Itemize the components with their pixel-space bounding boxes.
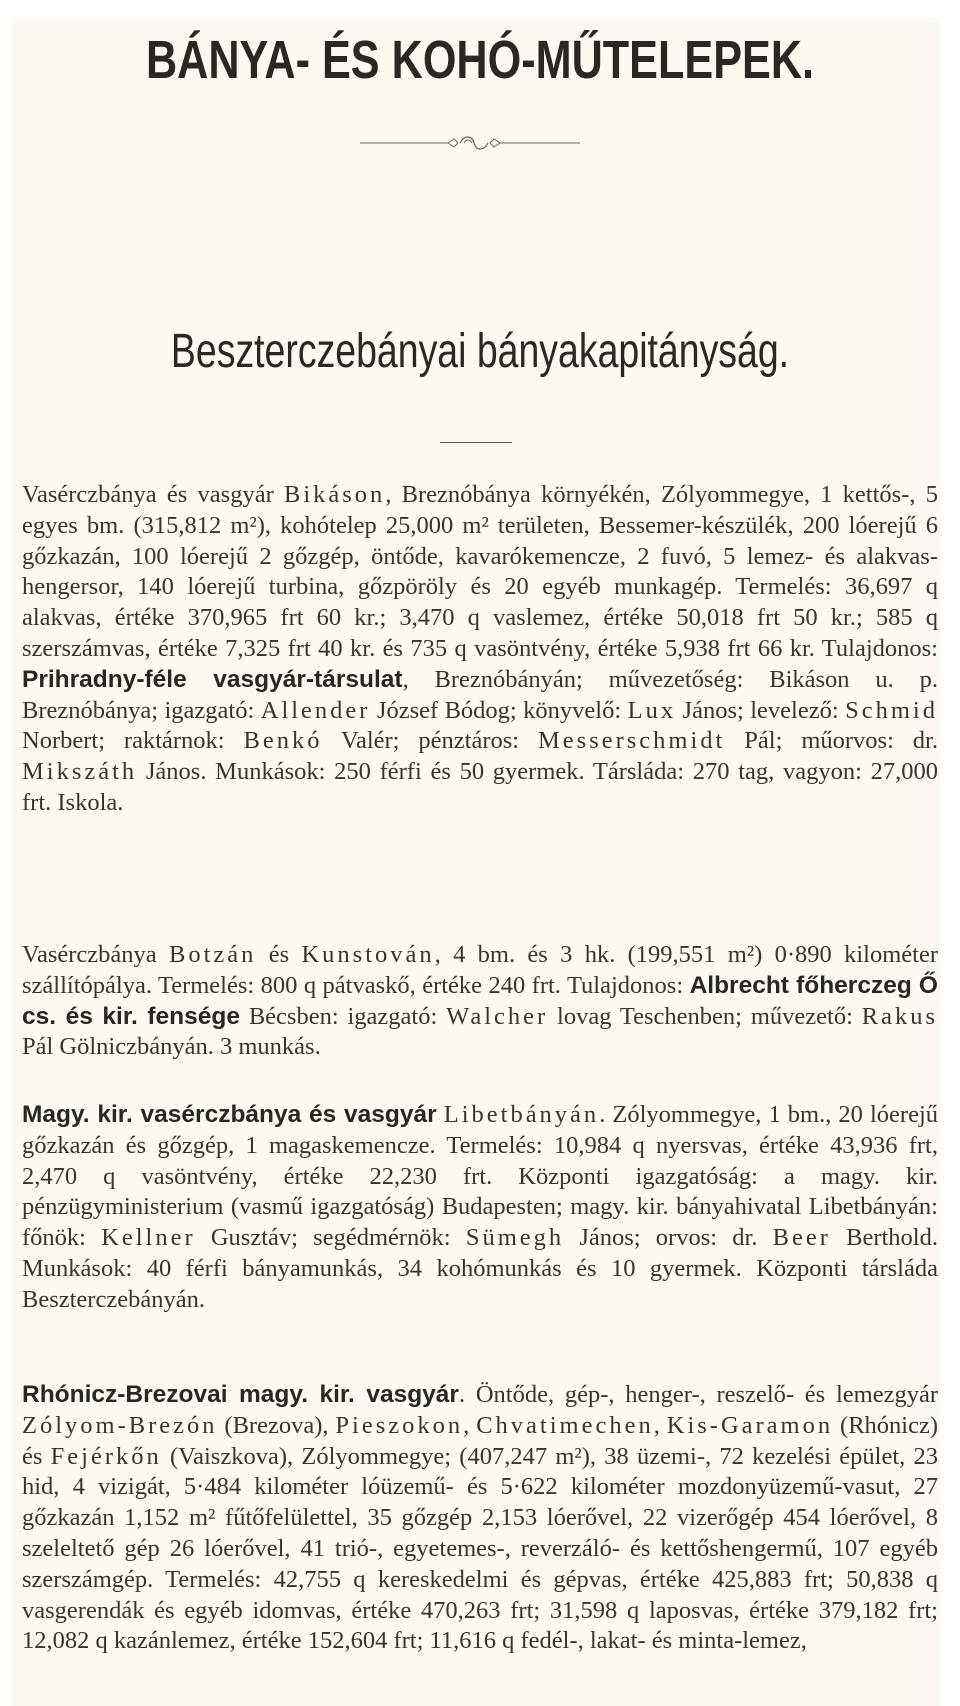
entry-text: , Breznóbánya környékén, Zólyommegye, 1 kettős-, 5 egyes bm. (315,812 m²), kohótelep 25,000 m² területen, Bessemer-készülék, 200 lóerejű 6 gőzkazán, 100 lóerejű 2 gőzgép, öntőde, kavarókemencze, 2 fuvó, 5 lemez- és alakvas-hengersor, 140 lóerejű turbina, gőzpöröly és 20 egyéb munkagép. Termelés: 36,697 q alakvas, értéke 370,965 frt 60 kr.; 3,470 q vaslemez, értéke 50,018 frt 50 kr.; 585 q szerszámvas, értéke 7,325 frt 40 kr. és 735 q vasöntvény, értéke 5,938 frt 66 kr. Tulajdonos:: [22, 481, 938, 662]
person-surname: Sümegh: [465, 1224, 565, 1252]
section-rule: [440, 442, 512, 443]
entry-text: (Rhónicz) és: [22, 1411, 938, 1470]
ornament-divider: [360, 128, 580, 158]
entry-text: (Brezova),: [217, 1411, 336, 1439]
person-surname: Allender: [260, 696, 371, 724]
place-name: Kis-Garamon: [666, 1411, 834, 1439]
person-surname: Schmid: [845, 696, 938, 724]
entry-text: János; levelező:: [676, 696, 846, 724]
entry-text: ,: [463, 1411, 477, 1439]
place-name: Chvatimechen: [476, 1411, 654, 1439]
person-surname: Mikszáth: [22, 758, 138, 786]
entry-text: (Vaiszkova), Zólyommegye; (407,247 m²), 38 üzemi-, 72 kezelési épület, 23 hid, 4 vizigát, 5·484 kilométer lóüzemű- és 5·622 kilométer mozdonyüzemű-vasut, 27 gőzkazán 1,152 m² fűtőfelülettel, 35 gőzgép 2,153 lóerővel, 22 vizerőgép 454 lóerővel, 8 szeleltető gép 26 lóerővel, 41 trió-, egyetemes-, reverzáló- és kettőshengermű, 107 egyéb szerszámgép. Termelés: 42,755 q kereskedelmi és gépvas, értéke 425,883 frt; 50,838 q vasgerendák és egyéb idomvas, értéke 470,263 frt; 31,598 q laposvas, értéke 379,182 frt; 12,082 q kazánlemez, értéke 152,604 frt; 11,616 q fedél-, lakat- és minta-lemez,: [22, 1442, 938, 1655]
place-name: Libetbányán: [443, 1101, 600, 1128]
entry-text: , Breznóbányán; művezetőség: Bikáson u. p. Breznóbánya; igazgató:: [22, 665, 938, 724]
entry-text: Vasérczbánya: [22, 941, 169, 968]
place-name: Bikáson: [284, 481, 386, 508]
entry-text: . Öntőde, gép-, henger-, reszelő- és lemezgyár: [458, 1381, 938, 1408]
entry-heading: Magy. kir. vasérczbánya és vasgyár: [22, 1101, 437, 1128]
entry-libetbanya: [22, 1100, 938, 1316]
person-surname: Messerschmidt: [538, 727, 726, 755]
person-surname: Rakus: [861, 1002, 938, 1030]
entry-text: Norbert; raktárnok:: [22, 727, 244, 755]
entry-text: Gusztáv; segédmérnök:: [195, 1224, 466, 1252]
entry-text: Pál Gölniczbányán. 3 munkás.: [22, 1033, 321, 1061]
owner-name: Albrecht főherczeg Ő cs. és kir. fensége: [22, 971, 938, 1030]
entry-text: Berthold. Munkások: 40 férfi bányamunkás, 34 kohómunkás és 10 gyermek. Központi társláda Beszterczebányán.: [22, 1224, 938, 1313]
person-surname: Walcher: [446, 1002, 549, 1030]
entry-text: ,: [653, 1411, 667, 1439]
entry-text: János; orvos: dr.: [564, 1224, 773, 1252]
entry-text: Valér; pénztáros:: [322, 727, 539, 755]
entry-rhonicz-brezova: [22, 1380, 938, 1657]
entry-text: , 4 bm. és 3 hk. (199,551 m²) 0·890 kilométer szállítópálya. Termelés: 800 q pátvaskő, értéke 240 frt. Tulajdonos:: [22, 941, 939, 999]
entry-text: Pál; műorvos: dr.: [725, 727, 938, 755]
entry-text: [437, 1101, 444, 1128]
entry-bikas: [22, 480, 938, 819]
owner-name: Prihradny-féle vasgyár-társulat: [22, 665, 403, 693]
entry-text: és: [256, 941, 302, 968]
page-title: BÁNYA- ÉS KOHÓ-MŰTELEPEK.: [145, 30, 815, 90]
entry-heading: Rhónicz-Brezovai magy. kir. vasgyár: [22, 1381, 459, 1408]
entry-text: . Zólyommegye, 1 bm., 20 lóerejű gőzkazán és gőzgép, 1 magaskemencze. Termelés: 10,984 q nyersvas, értéke 43,936 frt, 2,470 q vasöntvény, értéke 22,230 frt. Központi igazgatóság: a magy. kir. pénzügyministerium (vasmű igazgatóság) Budapesten; magy. kir. bányahivatal Libetbányán: főnök:: [22, 1101, 939, 1252]
person-surname: Beer: [772, 1224, 831, 1252]
place-name: Zólyom-Brezón: [22, 1411, 218, 1439]
place-name: Pieszokon: [335, 1411, 464, 1439]
place-name: Fejérkőn: [50, 1442, 162, 1470]
entry-text: János. Munkások: 250 férfi és 50 gyermek. Társláda: 270 tag, vagyon: 27,000 frt. Iskola.: [22, 758, 938, 816]
entry-text: Bécsben: igazgató:: [239, 1002, 447, 1030]
entry-text: József Bódog; könyvelő:: [370, 696, 628, 724]
place-name: Botzán: [169, 941, 257, 968]
person-surname: Lux: [627, 696, 677, 724]
entry-text: lovag Teschenben; művezető:: [548, 1002, 862, 1030]
entry-text: Vasérczbánya és vasgyár: [22, 481, 284, 508]
section-title: Beszterczebányai bányakapitányság.: [170, 325, 790, 378]
person-surname: Benkó: [243, 727, 323, 755]
place-name: Kunstován: [301, 941, 435, 968]
entry-botzan: [22, 940, 938, 1063]
person-surname: Kellner: [101, 1224, 196, 1252]
